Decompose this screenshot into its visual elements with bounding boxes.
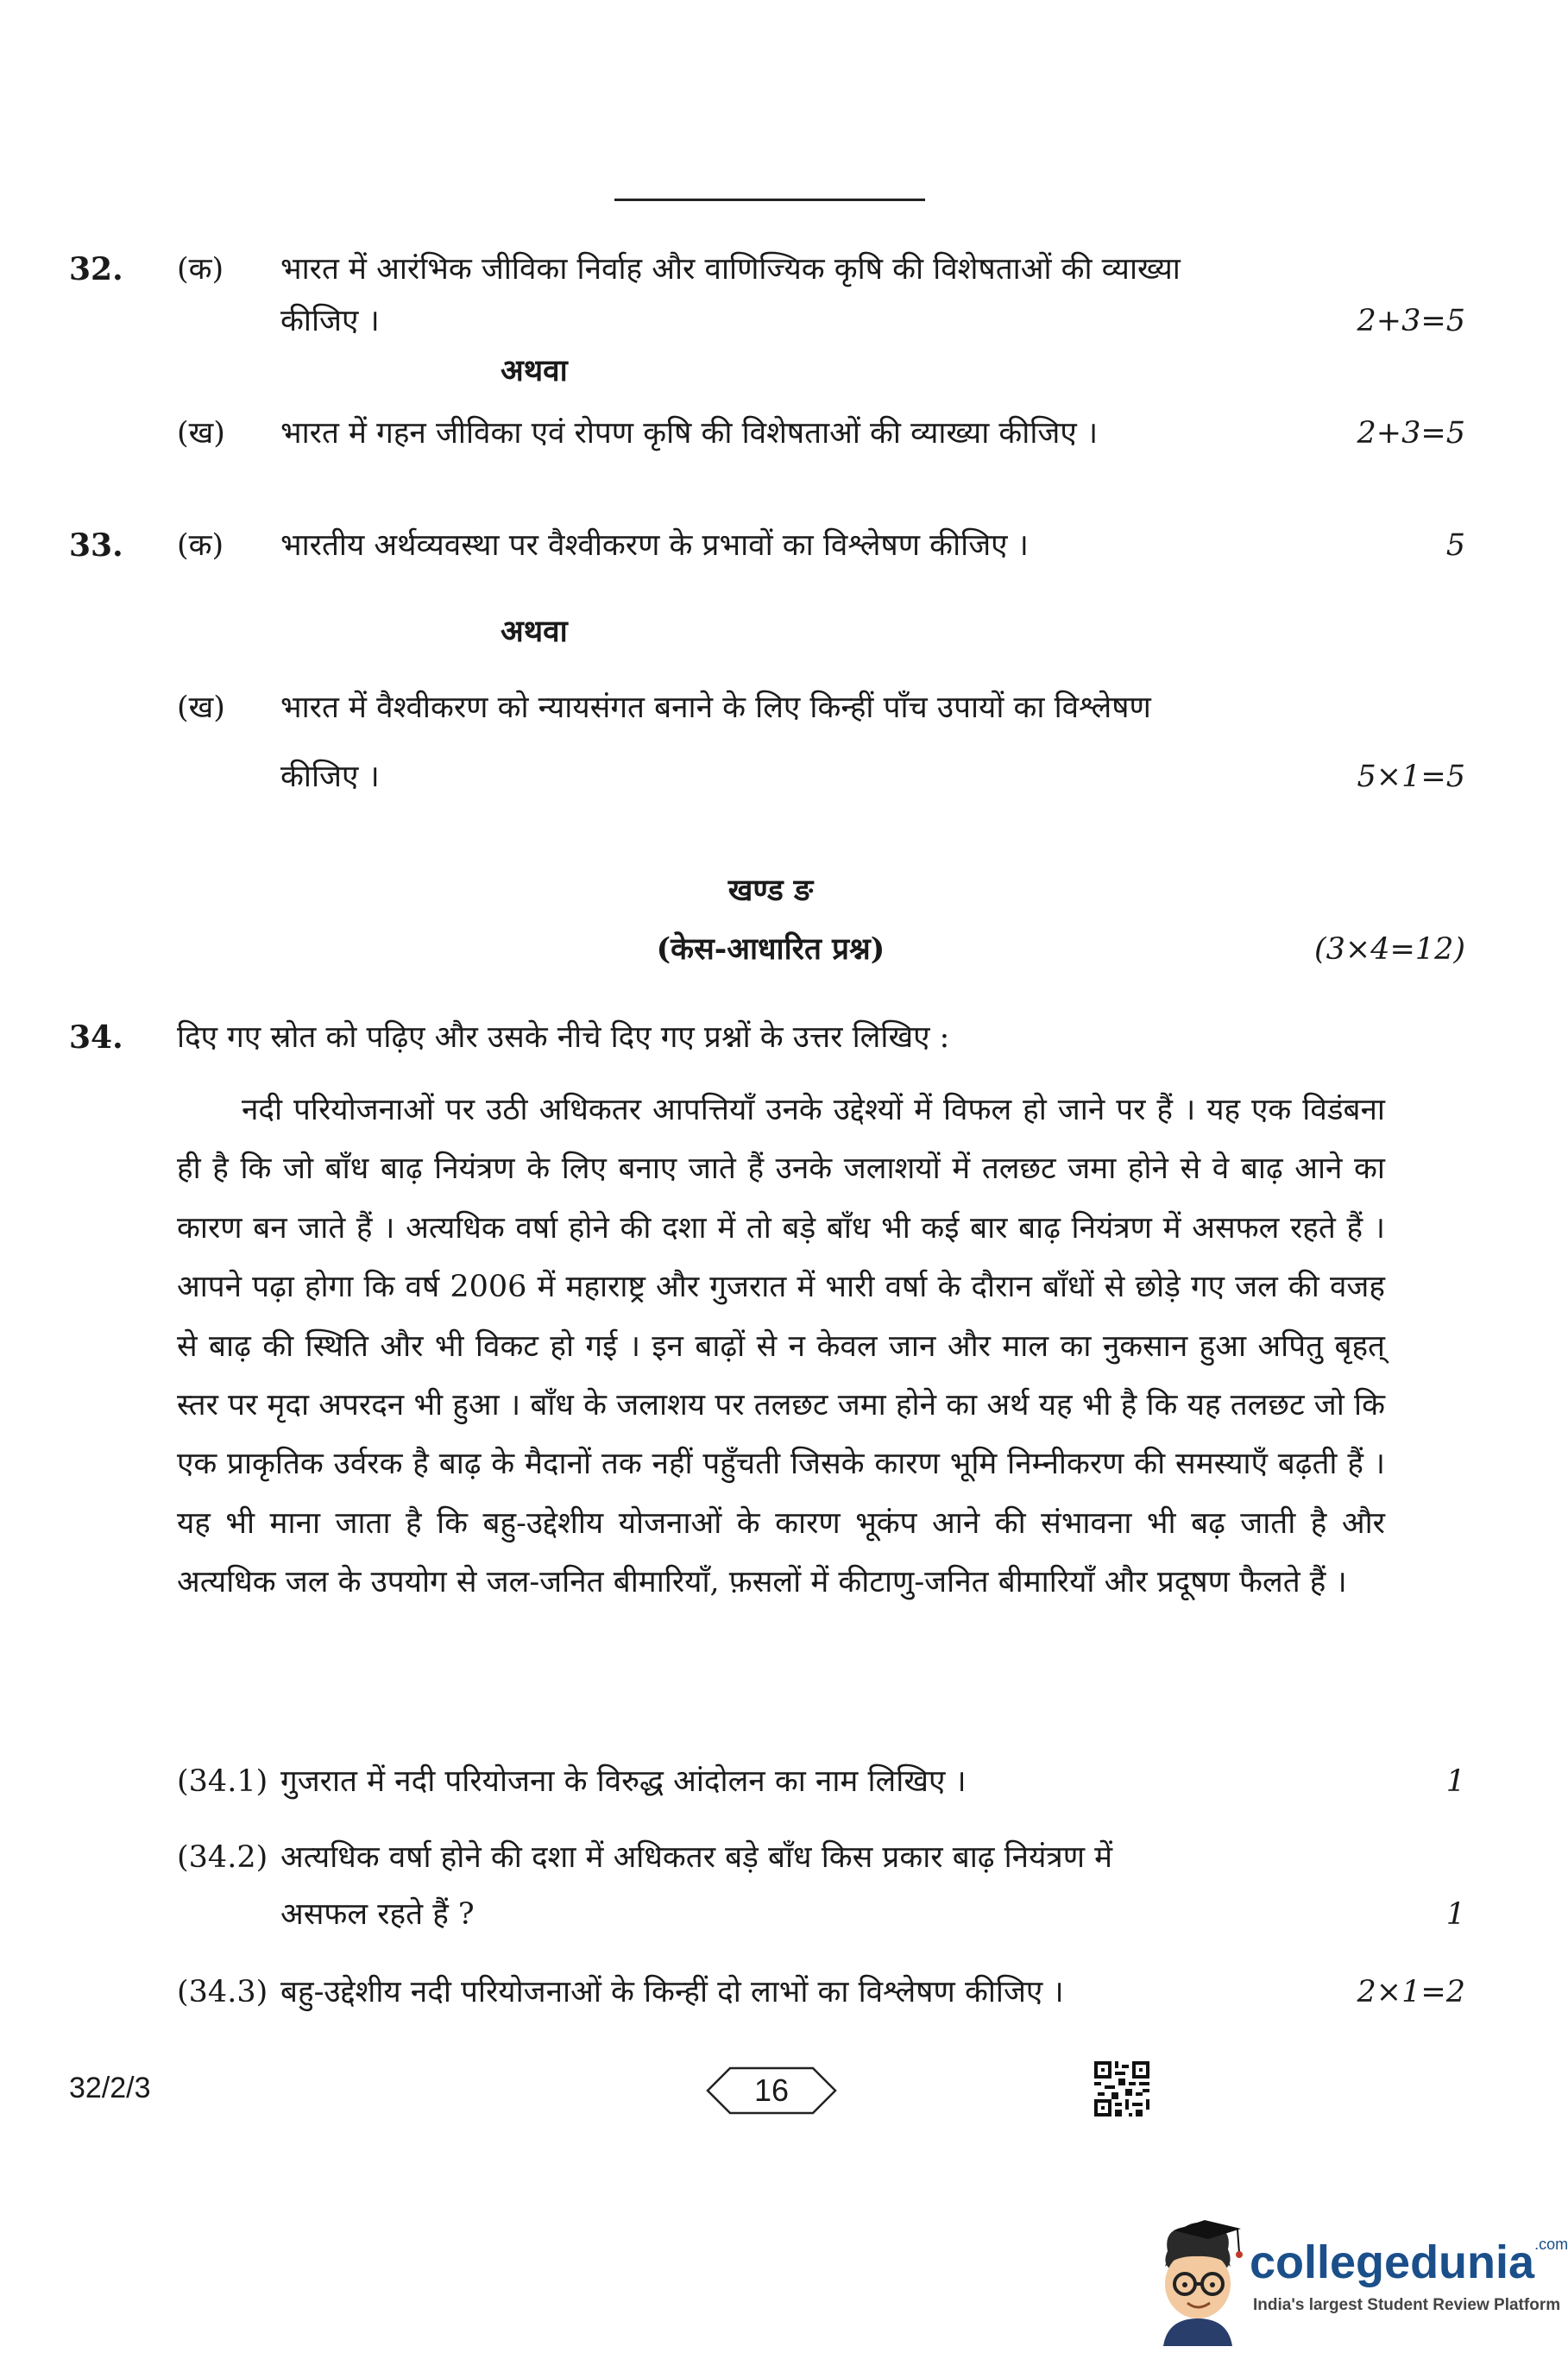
question-number-34: 34.	[69, 1019, 123, 1056]
q32-a-label: (क)	[177, 252, 224, 287]
q33-b-line2: कीजिए ।	[280, 760, 380, 794]
q34-sub3-text: बहु-उद्देशीय नदी परियोजनाओं के किन्हीं दो लाभों का विश्लेषण कीजिए ।	[280, 1975, 1064, 2009]
collegedunia-logo	[1250, 2236, 1568, 2289]
q33-b-line1: भारत में वैश्वीकरण को न्यायसंगत बनाने के लिए किन्हीं पाँच उपायों का विश्लेषण	[280, 691, 1151, 725]
q32-b-text: भारत में गहन जीविका एवं रोपण कृषि की विशेषताओं की व्याख्या कीजिए ।	[280, 416, 1099, 451]
q33-a-label: (क)	[177, 528, 224, 563]
section-subtitle: (केस-आधारित प्रश्न)	[656, 931, 885, 967]
q33-b-marks: 5×1=5	[1357, 760, 1465, 794]
q32-a-marks: 2+3=5	[1357, 304, 1465, 338]
q34-sub2-marks: 1	[1445, 1897, 1465, 1932]
q34-sub2-label: (34.2)	[177, 1840, 268, 1875]
paper-code: 32/2/3	[69, 2072, 151, 2104]
top-divider	[614, 199, 925, 201]
question-number-32: 32.	[69, 251, 123, 287]
q34-sub1-text: गुजरात में नदी परियोजना के विरुद्ध आंदोलन का नाम लिखिए ।	[280, 1764, 967, 1799]
section-title: खण्ड ङ	[727, 873, 814, 908]
q34-sub2-line1: अत्यधिक वर्षा होने की दशा में अधिकतर बड़े बाँध किस प्रकार बाढ़ नियंत्रण में	[280, 1840, 1113, 1875]
q32-b-label: (ख)	[177, 416, 225, 451]
page-number: 16	[753, 2072, 790, 2108]
q34-sub1-marks: 1	[1445, 1764, 1465, 1799]
q34-sub1-label: (34.1)	[177, 1764, 268, 1799]
question-number-33: 33.	[69, 527, 123, 564]
q32-a-line1: भारत में आरंभिक जीविका निर्वाह और वाणिज्यिक कृषि की विशेषताओं की व्याख्या	[280, 252, 1181, 287]
q32-a-line2: कीजिए ।	[280, 304, 380, 338]
q34-sub3-label: (34.3)	[177, 1975, 268, 2009]
q33-or-label: अथवा	[501, 614, 568, 649]
qr-code-icon	[1094, 2061, 1149, 2116]
q34-sub2-line2: असफल रहते हैं ?	[280, 1897, 475, 1932]
q34-sub3-marks: 2×1=2	[1357, 1975, 1465, 2009]
q34-instruction: दिए गए स्रोत को पढ़िए और उसके नीचे दिए गए प्रश्नों के उत्तर लिखिए :	[177, 1020, 950, 1055]
q33-b-label: (ख)	[177, 691, 225, 725]
q33-a-text: भारतीय अर्थव्यवस्था पर वैश्वीकरण के प्रभावों का विश्लेषण कीजिए ।	[280, 528, 1029, 563]
collegedunia-tagline: India's largest Student Review Platform	[1253, 2296, 1561, 2314]
q32-b-marks: 2+3=5	[1357, 416, 1465, 451]
collegedunia-dot-com: .com	[1534, 2236, 1568, 2253]
collegedunia-mascot-icon	[1137, 2217, 1250, 2346]
section-marks: (3×4=12)	[1313, 932, 1465, 967]
q33-a-marks: 5	[1445, 528, 1465, 563]
collegedunia-brand: collegedunia	[1250, 2236, 1535, 2288]
q34-passage: नदी परियोजनाओं पर उठी अधिकतर आपत्तियाँ उनके उद्देश्यों में विफल हो जाने पर हैं । यह एक विडंबना ही है कि जो बाँध बाढ़ नियंत्रण के लिए बनाए जाते हैं उनके जलाशयों में तलछट जमा होने से वे बाढ़ आने का कारण बन जाते हैं । अत्यधिक वर्षा होने की दशा में तो बड़े बाँध भी कई बार बाढ़ नियंत्रण में असफल रहते हैं । आपने पढ़ा होगा कि वर्ष 2006 में महाराष्ट्र और गुजरात में भारी वर्षा के दौरान बाँधों से छोड़े गए जल की वजह से बाढ़ की स्थिति और भी विकट हो गई । इन बाढ़ों से न केवल जान और माल का नुकसान हुआ अपितु बृहत् स्तर पर मृदा अपरदन भी हुआ । बाँध के जलाशय पर तलछट जमा होने का अर्थ यह भी है कि यह तलछट जो कि एक प्राकृतिक उर्वरक है बाढ़ के मैदानों तक नहीं पहुँचती जिसके कारण भूमि निम्नीकरण की समस्याएँ बढ़ती हैं । यह भी माना जाता है कि बहु-उद्देशीय योजनाओं के कारण भूकंप आने की संभावना भी बढ़ जाती है और अत्यधिक जल के उपयोग से जल-जनित बीमारियाँ, फ़सलों में कीटाणु-जनित बीमारियाँ और प्रदूषण फैलते हैं ।	[177, 1093, 1385, 1600]
q32-or-label: अथवा	[501, 353, 568, 388]
